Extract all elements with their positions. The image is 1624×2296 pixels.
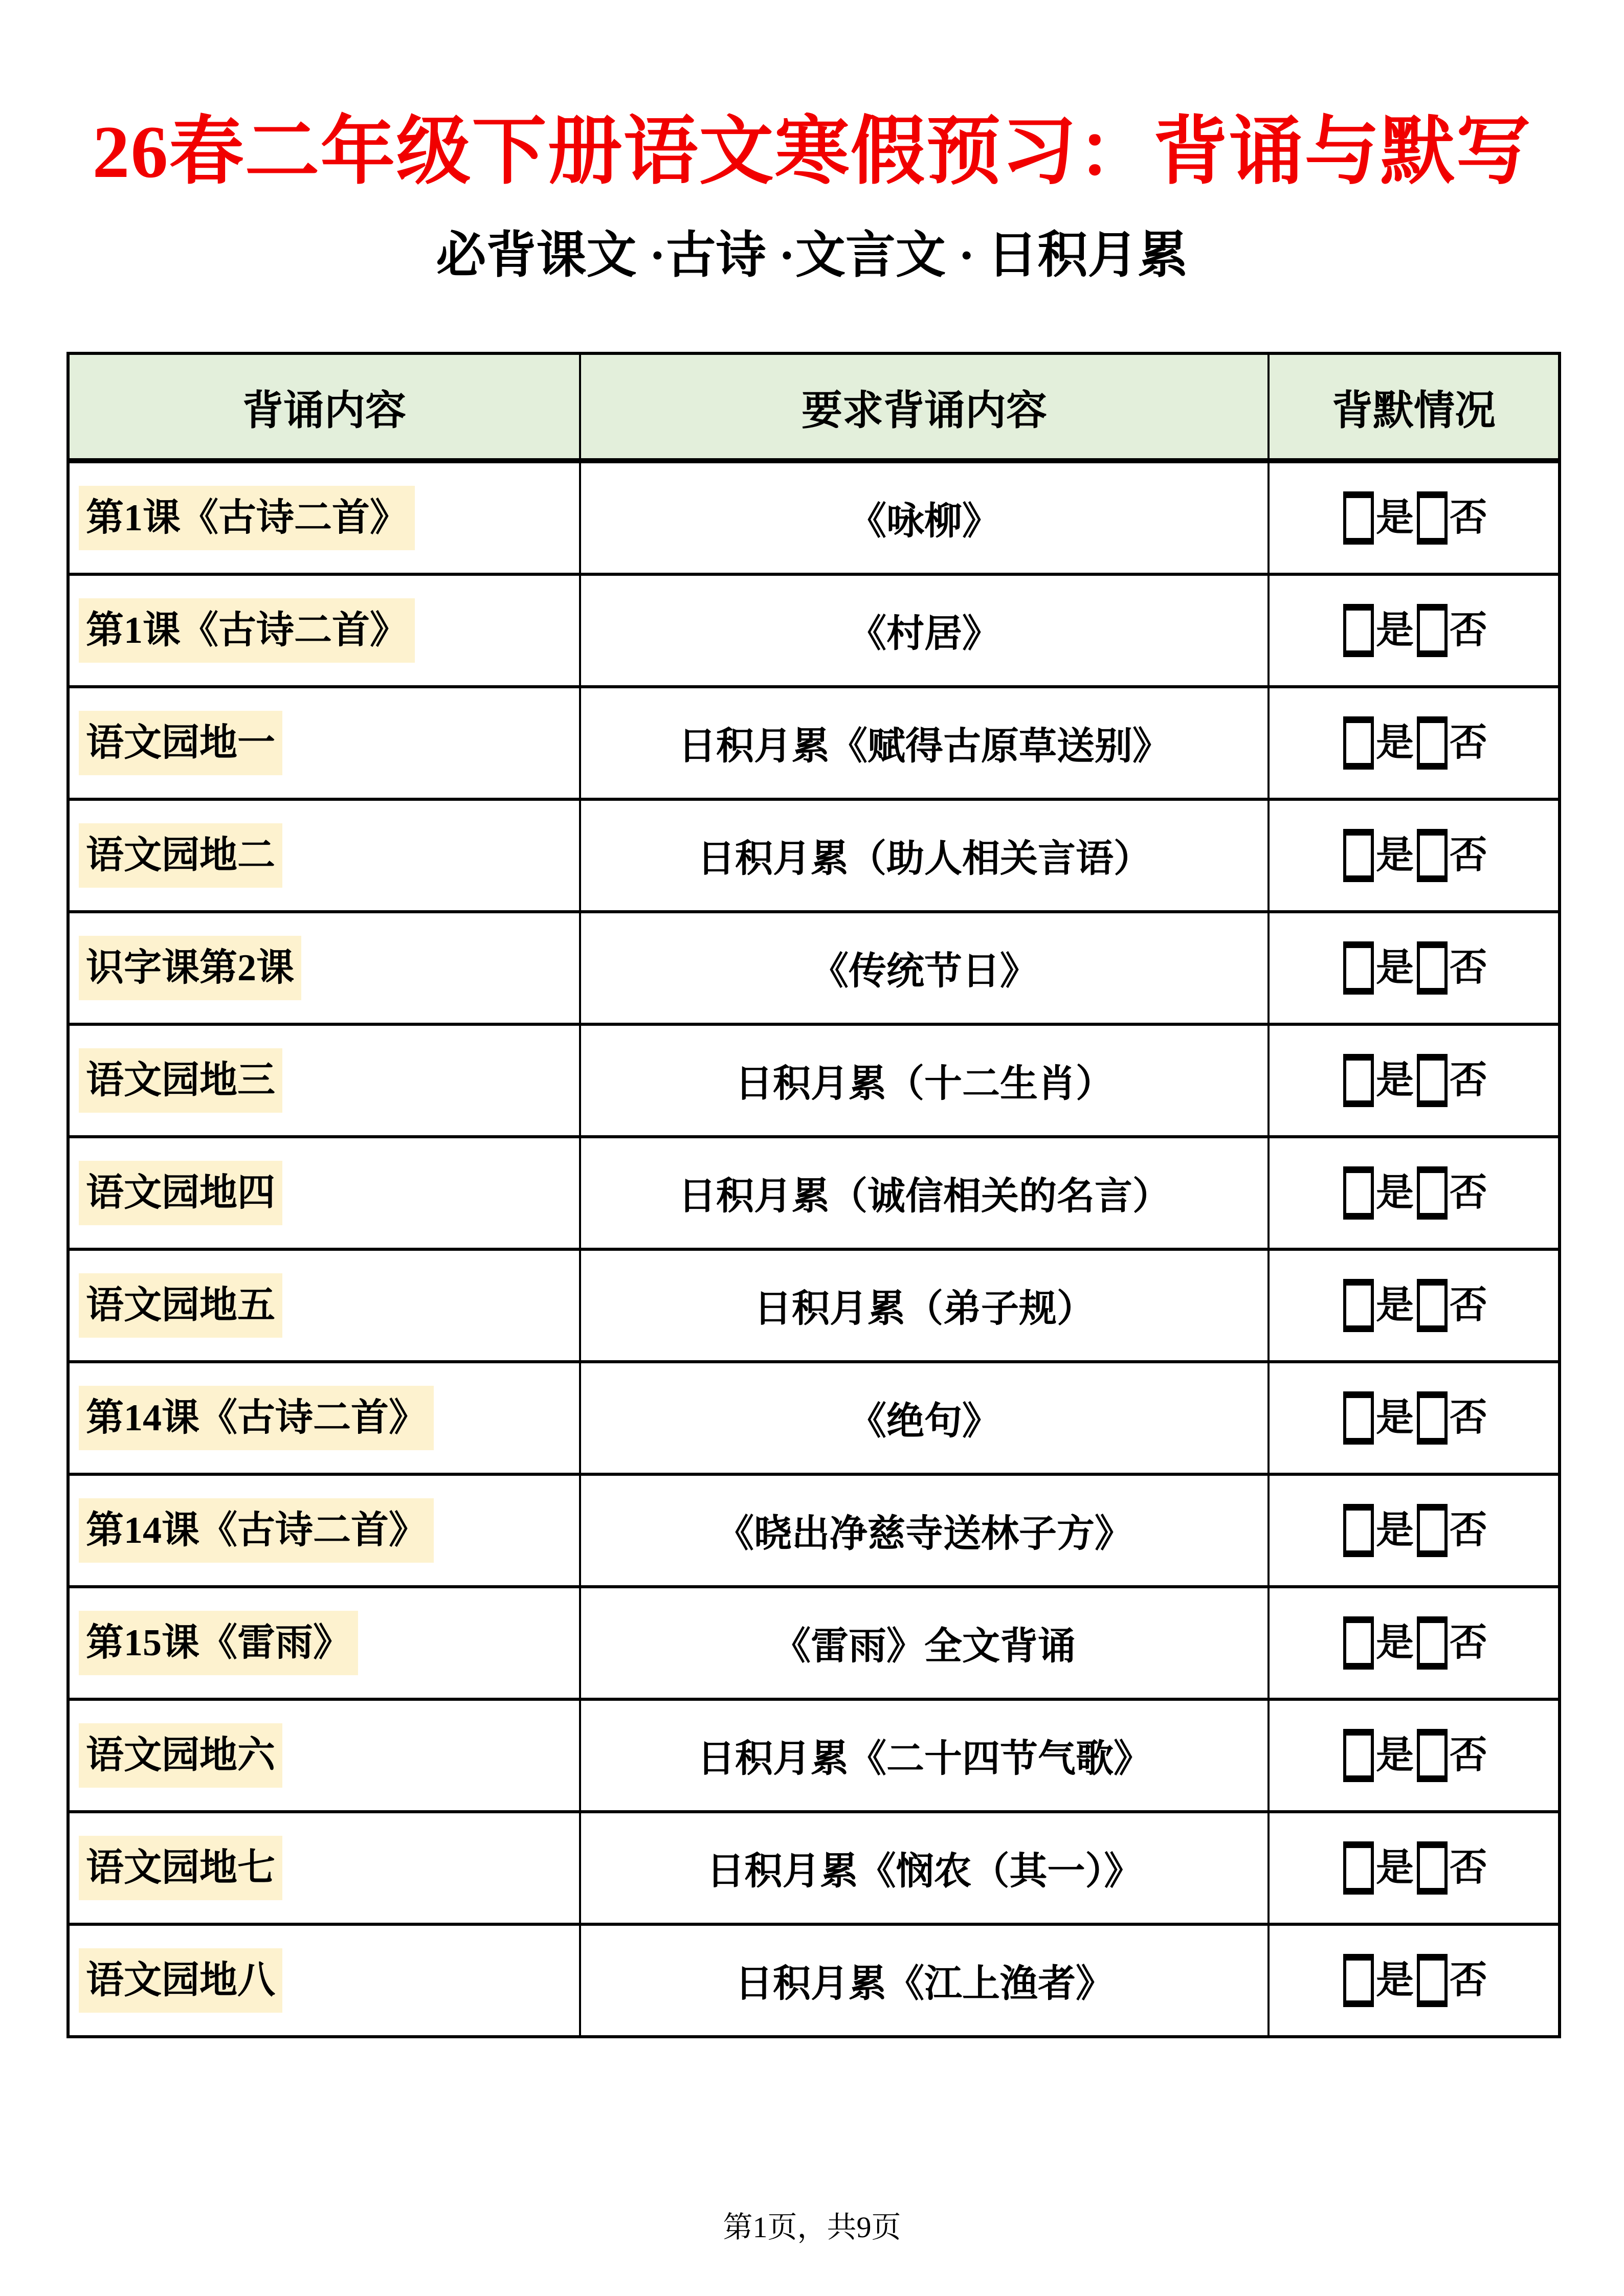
recitation-table: [66, 352, 1561, 2038]
recite-content-cell: 《传统节日》: [580, 912, 1269, 1024]
table-row: [68, 687, 1560, 799]
recite-content-cell: 日积月累《江上渔者》: [580, 1924, 1269, 2037]
yes-label: 是: [1376, 1510, 1414, 1552]
table-row: [68, 574, 1560, 687]
table-row: [68, 1137, 1560, 1249]
no-checkbox[interactable]: [1417, 1616, 1448, 1670]
lesson-label: 第14课《古诗二首》: [79, 1386, 434, 1450]
yes-checkbox[interactable]: [1343, 1166, 1374, 1220]
lesson-cell: [68, 1587, 580, 1699]
no-checkbox[interactable]: [1417, 1504, 1448, 1557]
yes-label: 是: [1376, 497, 1414, 539]
no-label: 否: [1450, 1172, 1487, 1214]
status-cell: [1269, 912, 1560, 1024]
page-subtitle: 必背课文 ·古诗 ·文言文 · 日积月累: [436, 228, 1188, 283]
lesson-label: 第1课《古诗二首》: [79, 598, 415, 663]
no-checkbox[interactable]: [1417, 1954, 1448, 2007]
lesson-label: 第15课《雷雨》: [79, 1611, 358, 1675]
yes-checkbox[interactable]: [1343, 829, 1374, 882]
table-row: [68, 1924, 1560, 2037]
yes-checkbox[interactable]: [1343, 716, 1374, 770]
recite-content-cell: 《雷雨》全文背诵: [580, 1587, 1269, 1699]
yes-checkbox[interactable]: [1343, 1279, 1374, 1332]
table-body: [68, 461, 1560, 2037]
status-cell: [1269, 1924, 1560, 2037]
no-label: 否: [1450, 1735, 1487, 1777]
yes-checkbox[interactable]: [1343, 1841, 1374, 1895]
no-label: 否: [1450, 947, 1487, 989]
lesson-cell: [68, 1137, 580, 1249]
recite-content-cell: 日积月累《悯农（其一）》: [580, 1812, 1269, 1924]
table-row: [68, 1249, 1560, 1362]
no-checkbox[interactable]: [1417, 716, 1448, 770]
recite-content-cell: 《咏柳》: [580, 461, 1269, 574]
yes-checkbox[interactable]: [1343, 1616, 1374, 1670]
table-row: [68, 461, 1560, 574]
lesson-cell: [68, 1812, 580, 1924]
yes-label: 是: [1376, 1285, 1414, 1327]
table-row: [68, 1362, 1560, 1474]
no-checkbox[interactable]: [1417, 1166, 1448, 1220]
lesson-label: 语文园地二: [79, 823, 282, 888]
lesson-cell: [68, 1362, 580, 1474]
table-row: [68, 1024, 1560, 1137]
status-cell: [1269, 687, 1560, 799]
yes-label: 是: [1376, 1060, 1414, 1102]
lesson-label: 识字课第2课: [79, 936, 301, 1000]
recite-content-cell: 《村居》: [580, 574, 1269, 687]
lesson-cell: [68, 574, 580, 687]
header-status: 背默情况: [1269, 353, 1560, 461]
yes-label: 是: [1376, 1847, 1414, 1889]
yes-checkbox[interactable]: [1343, 491, 1374, 545]
table-header-row: [68, 353, 1560, 461]
lesson-label: 语文园地一: [79, 711, 282, 775]
no-label: 否: [1450, 1960, 1487, 2002]
yes-label: 是: [1376, 1960, 1414, 2002]
recite-content-cell: 日积月累《二十四节气歌》: [580, 1699, 1269, 1812]
no-label: 否: [1450, 1622, 1487, 1664]
yes-label: 是: [1376, 835, 1414, 877]
lesson-label: 第14课《古诗二首》: [79, 1498, 434, 1563]
yes-checkbox[interactable]: [1343, 1391, 1374, 1445]
yes-label: 是: [1376, 722, 1414, 764]
recite-content-cell: 《绝句》: [580, 1362, 1269, 1474]
no-checkbox[interactable]: [1417, 1729, 1448, 1782]
yes-checkbox[interactable]: [1343, 1954, 1374, 2007]
recite-content-cell: 日积月累（十二生肖）: [580, 1024, 1269, 1137]
no-label: 否: [1450, 722, 1487, 764]
lesson-cell: [68, 912, 580, 1024]
yes-label: 是: [1376, 610, 1414, 652]
table-row: [68, 1587, 1560, 1699]
no-label: 否: [1450, 1285, 1487, 1327]
status-cell: [1269, 1024, 1560, 1137]
recite-content-cell: 日积月累（弟子规）: [580, 1249, 1269, 1362]
status-cell: [1269, 461, 1560, 574]
yes-label: 是: [1376, 1172, 1414, 1214]
page-number: 第1页，共9页: [723, 2211, 901, 2244]
status-cell: [1269, 574, 1560, 687]
yes-label: 是: [1376, 1622, 1414, 1664]
no-label: 否: [1450, 1060, 1487, 1102]
table-row: [68, 1474, 1560, 1587]
lesson-cell: [68, 1699, 580, 1812]
yes-label: 是: [1376, 1735, 1414, 1777]
status-cell: [1269, 1699, 1560, 1812]
no-label: 否: [1450, 835, 1487, 877]
status-cell: [1269, 1249, 1560, 1362]
yes-checkbox[interactable]: [1343, 941, 1374, 995]
status-cell: [1269, 1587, 1560, 1699]
yes-checkbox[interactable]: [1343, 604, 1374, 657]
lesson-cell: [68, 1474, 580, 1587]
no-label: 否: [1450, 610, 1487, 652]
recite-content-cell: 《晓出净慈寺送林子方》: [580, 1474, 1269, 1587]
lesson-cell: [68, 1024, 580, 1137]
table-row: [68, 1699, 1560, 1812]
header-required-content: 要求背诵内容: [580, 353, 1269, 461]
status-cell: [1269, 1474, 1560, 1587]
status-cell: [1269, 1137, 1560, 1249]
status-cell: [1269, 799, 1560, 912]
no-label: 否: [1450, 1510, 1487, 1552]
status-cell: [1269, 1362, 1560, 1474]
recite-content-cell: 日积月累（助人相关言语）: [580, 799, 1269, 912]
lesson-cell: [68, 1249, 580, 1362]
header-recite-content: 背诵内容: [68, 353, 580, 461]
lesson-label: 语文园地五: [79, 1273, 282, 1338]
lesson-label: 语文园地七: [79, 1836, 282, 1900]
no-checkbox[interactable]: [1417, 491, 1448, 545]
yes-label: 是: [1376, 1397, 1414, 1439]
yes-checkbox[interactable]: [1343, 1054, 1374, 1107]
no-checkbox[interactable]: [1417, 1841, 1448, 1895]
recite-content-cell: 日积月累（诚信相关的名言）: [580, 1137, 1269, 1249]
no-checkbox[interactable]: [1417, 1279, 1448, 1332]
recite-content-cell: 日积月累《赋得古原草送别》: [580, 687, 1269, 799]
lesson-label: 语文园地三: [79, 1048, 282, 1113]
no-label: 否: [1450, 497, 1487, 539]
yes-label: 是: [1376, 947, 1414, 989]
lesson-cell: [68, 461, 580, 574]
lesson-cell: [68, 799, 580, 912]
table-header: [68, 353, 1560, 461]
table-row: [68, 799, 1560, 912]
lesson-cell: [68, 687, 580, 799]
no-checkbox[interactable]: [1417, 1391, 1448, 1445]
table-row: [68, 912, 1560, 1024]
yes-checkbox[interactable]: [1343, 1504, 1374, 1557]
page-title: 26春二年级下册语文寒假预习：背诵与默写: [92, 110, 1532, 193]
lesson-label: 语文园地六: [79, 1723, 282, 1788]
no-checkbox[interactable]: [1417, 829, 1448, 882]
no-checkbox[interactable]: [1417, 941, 1448, 995]
table-row: [68, 1812, 1560, 1924]
no-checkbox[interactable]: [1417, 1054, 1448, 1107]
lesson-label: 第1课《古诗二首》: [79, 486, 415, 550]
yes-checkbox[interactable]: [1343, 1729, 1374, 1782]
no-label: 否: [1450, 1847, 1487, 1889]
no-checkbox[interactable]: [1417, 604, 1448, 657]
status-cell: [1269, 1812, 1560, 1924]
no-label: 否: [1450, 1397, 1487, 1439]
lesson-label: 语文园地八: [79, 1948, 282, 2013]
lesson-cell: [68, 1924, 580, 2037]
lesson-label: 语文园地四: [79, 1161, 282, 1225]
